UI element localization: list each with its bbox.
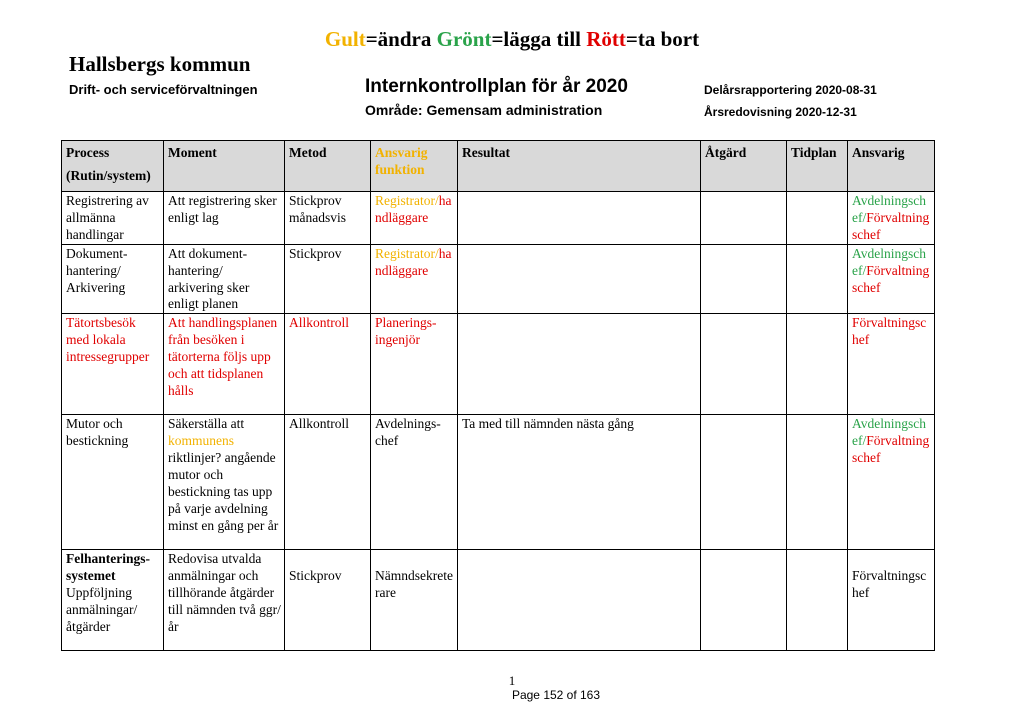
footer-page-number: 1 — [508, 673, 516, 688]
col-header-moment: Moment — [164, 141, 285, 192]
cell-ansvarig — [848, 415, 935, 550]
legend-yellow-text: =ändra — [365, 27, 437, 51]
table-row — [62, 244, 935, 314]
funktion-changed: Registrator/ — [375, 245, 439, 261]
cell-ansvarig: Förvaltningschef — [848, 550, 935, 651]
cell-process: Dokument-hantering/ Arkivering — [62, 244, 164, 314]
interim-report-date: Delårsrapportering 2020-08-31 — [704, 83, 877, 97]
cell-tidplan — [787, 550, 848, 651]
cell-funktion: Avdelnings-chef — [371, 415, 458, 550]
cell-moment: Att registrering sker enligt lag — [164, 192, 285, 245]
table-row — [62, 550, 935, 651]
area-label: Område: Gemensam administration — [365, 102, 603, 118]
cell-resultat — [458, 314, 701, 415]
ansvarig-added: Avdelningschef/ — [852, 245, 926, 278]
cell-resultat — [458, 244, 701, 314]
cell-funktion — [371, 244, 458, 314]
cell-tidplan — [787, 314, 848, 415]
cell-funktion: Nämndsekreterare — [371, 550, 458, 651]
cell-moment: Att handlingsplanen från besöken i tätorterna följs upp och att tidsplanen hålls — [164, 314, 285, 415]
ansvarig-added: Avdelningschef/ — [852, 416, 926, 449]
cell-tidplan — [787, 244, 848, 314]
cell-moment: Att dokument-hantering/ arkivering sker enligt planen — [164, 244, 285, 314]
cell-ansvarig — [848, 244, 935, 314]
cell-moment: Redovisa utvalda anmälningar och tillhörande åtgärder till nämnden två ggr/år — [164, 550, 285, 651]
cell-process: Mutor och bestickning — [62, 415, 164, 550]
legend-green-text: =lägga till — [491, 27, 587, 51]
moment-changed: kommunens — [168, 433, 234, 449]
cell-metod: Stickprov — [285, 244, 371, 314]
funktion-removed: handläggare — [375, 193, 452, 225]
internal-control-table — [61, 140, 935, 651]
cell-tidplan — [787, 192, 848, 245]
footer-page-count: Page 152 of 163 — [511, 688, 601, 702]
cell-atgard — [701, 244, 787, 314]
process-text: Uppföljning anmälningar/ åtgärder — [66, 585, 138, 634]
table-row — [62, 415, 935, 550]
cell-resultat — [458, 192, 701, 245]
plan-title: Internkontrollplan för år 2020 — [365, 76, 628, 97]
legend-red-text: =ta bort — [625, 27, 700, 51]
department-name: Drift- och serviceförvaltningen — [69, 82, 258, 97]
col-header-resultat: Resultat — [458, 141, 701, 192]
cell-atgard — [701, 314, 787, 415]
cell-tidplan — [787, 415, 848, 550]
cell-metod: Allkontroll — [285, 415, 371, 550]
moment-text-start: Säkerställa att — [168, 416, 245, 432]
cell-process: Registrering av allmänna handlingar — [62, 192, 164, 245]
color-legend — [0, 27, 1024, 52]
cell-moment — [164, 415, 285, 550]
annual-report-date: Årsredovisning 2020-12-31 — [704, 105, 857, 119]
cell-atgard — [701, 192, 787, 245]
funktion-removed: handläggare — [375, 245, 452, 278]
organization-name: Hallsbergs kommun — [69, 52, 251, 76]
table-row — [62, 314, 935, 415]
legend-red: Rött — [586, 27, 626, 51]
cell-process — [62, 550, 164, 651]
moment-text-end: riktlinjer? angående mutor och bestickning tas upp på varje avdelning minst en gång per år — [168, 450, 279, 533]
col-header-atgard: Åtgärd — [701, 141, 787, 192]
ansvarig-added: Avdelningschef/ — [852, 193, 926, 225]
legend-green: Grönt — [436, 27, 492, 51]
cell-metod: Stickprov — [285, 550, 371, 651]
cell-atgard — [701, 550, 787, 651]
cell-resultat: Ta med till nämnden nästa gång — [458, 415, 701, 550]
cell-funktion: Planerings-ingenjör — [371, 314, 458, 415]
legend-yellow: Gult — [324, 27, 366, 51]
ansvarig-removed: Förvaltningschef — [852, 209, 930, 242]
cell-metod: Allkontroll — [285, 314, 371, 415]
ansvarig-removed: Förvaltningschef — [852, 262, 930, 295]
col-header-process: Process (Rutin/system) — [62, 141, 164, 192]
col-header-ansvarig-funktion: Ansvarig funktion — [371, 141, 458, 192]
ansvarig-removed: Förvaltningschef — [852, 433, 930, 466]
cell-metod: Stickprov månadsvis — [285, 192, 371, 245]
cell-funktion — [371, 192, 458, 245]
table-header-row — [62, 141, 935, 192]
col-header-ansvarig: Ansvarig — [848, 141, 935, 192]
funktion-changed: Registrator/ — [375, 193, 439, 208]
cell-ansvarig: Förvaltningschef — [848, 314, 935, 415]
col-header-metod: Metod — [285, 141, 371, 192]
table-row — [62, 192, 935, 245]
cell-atgard — [701, 415, 787, 550]
cell-ansvarig — [848, 192, 935, 245]
cell-resultat — [458, 550, 701, 651]
col-header-process-sub: (Rutin/system) — [66, 167, 151, 183]
col-header-tidplan: Tidplan — [787, 141, 848, 192]
cell-process: Tätortsbesök med lokala intressegrupper — [62, 314, 164, 415]
process-bold: Felhanterings-systemet — [66, 551, 150, 584]
